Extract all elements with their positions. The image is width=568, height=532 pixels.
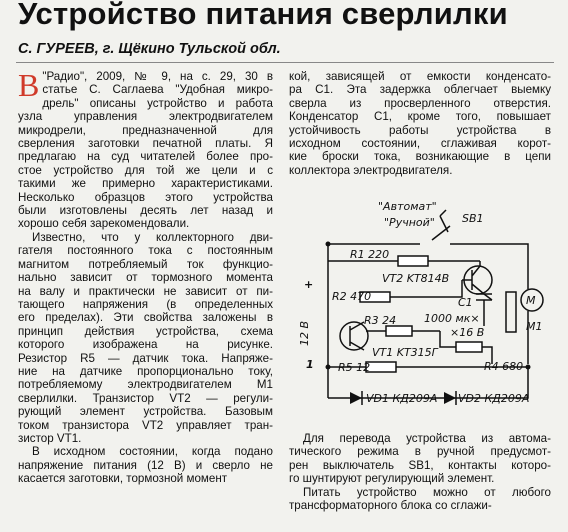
text-line: его пределах). Эти свойства заложены в xyxy=(18,311,273,325)
text-line: трансформаторного блока со сглажи- xyxy=(289,499,492,513)
r1-resistor xyxy=(398,256,428,266)
text-line: Известно, что у коллекторного дви- xyxy=(32,230,273,244)
text-line: устойчивость работы устройства в xyxy=(289,123,551,137)
left-column xyxy=(18,67,273,486)
c1-voltage: ×16 В xyxy=(450,326,485,339)
title-divider xyxy=(16,62,554,63)
text-line: такими же примерно характеристиками. xyxy=(18,177,273,191)
vt1-transistor xyxy=(340,322,368,350)
text-line: сверла из просверленного отверстия. xyxy=(289,96,551,110)
r4-label: R4 680 xyxy=(484,360,524,373)
text-line: током транзистора VT2 управляет тран- xyxy=(18,418,273,432)
text-line: рен выключатель SB1, контакты которо- xyxy=(289,458,551,472)
vt2-label: VT2 KT814B xyxy=(382,272,450,285)
node-bottom-left xyxy=(326,365,331,370)
text-line: го шунтируют регулирующий элемент. xyxy=(289,472,495,486)
dropcap-letter: В xyxy=(18,67,40,103)
text-line: Для перевода устройства из автома- xyxy=(303,432,551,445)
vd2-label: VD2 КД209А xyxy=(458,392,530,405)
m1-label: M1 xyxy=(526,320,543,333)
r3-label: R3 24 xyxy=(364,314,397,327)
c1-label: C1 xyxy=(458,296,473,309)
vd2-diode xyxy=(444,392,456,404)
text-line: которого изображена на рисунке. xyxy=(18,338,273,352)
text-line: нально зависит от тормозного момента xyxy=(18,271,273,285)
node-bottom-right xyxy=(526,365,531,370)
text-line: коллектора электродвигателя. xyxy=(289,163,453,177)
sb1-actuator xyxy=(440,210,448,232)
text-line: потребляемому электродвигателем M1 xyxy=(18,378,273,392)
text-line: тающего напряжения (в определенных xyxy=(18,297,273,311)
text-line: были изготовлены десять лет назад и xyxy=(18,204,273,218)
switch-label-manual: "Ручной" xyxy=(384,216,435,229)
text-line: тического режима в ручной предусмот- xyxy=(289,445,551,459)
switch-label-auto: "Автомат" xyxy=(378,200,437,213)
supply-voltage: 12 В xyxy=(298,320,311,346)
motor-body xyxy=(506,292,516,332)
text-line: Резистор R5 — датчик тока. Напряже- xyxy=(18,351,273,365)
text-line: узла управления электродвигателем xyxy=(18,110,273,124)
r1-label: R1 220 xyxy=(350,248,390,261)
text-line: рующий элемент устройства. Базовым xyxy=(18,405,273,419)
text-line: предлагаю на суд читателей более про- xyxy=(18,150,273,164)
text-line: сверлилки. Транзистор VT2 — регули- xyxy=(18,391,273,405)
motor-symbol: M xyxy=(526,294,536,307)
vt1-leads xyxy=(350,322,364,350)
r5-label: R5 12 xyxy=(338,361,371,374)
sb1-label: SB1 xyxy=(462,212,484,225)
article-byline: С. ГУРЕЕВ, г. Щёкино Тульской обл. xyxy=(18,41,281,57)
text-line: стое устройство для той же цели и с xyxy=(18,163,273,177)
article-title: Устройство питания сверлилки xyxy=(18,0,508,31)
text-line: ра C1. Эта задержка облегчает выемку xyxy=(289,83,551,97)
plus-terminal: + xyxy=(304,278,314,291)
text-line: В исходном состоянии, когда подано xyxy=(32,445,273,459)
text-line: Питать устройство можно от любого xyxy=(303,485,551,499)
text-line: статье С. Саглаева "Удобная микро- xyxy=(42,83,273,97)
text-line: магнитом потребляемый ток функцио- xyxy=(18,257,273,271)
circuit-schematic xyxy=(280,196,562,428)
r2-label: R2 470 xyxy=(332,290,372,303)
text-line: "Радио", 2009, № 9, на с. 29, 30 в xyxy=(42,70,273,83)
r4-resistor xyxy=(456,342,482,352)
text-line: дрель" описаны устройство и работа xyxy=(42,96,273,110)
text-line: ние на датчике пропорционально току, xyxy=(18,364,273,378)
text-line: зистор VT1. xyxy=(18,431,82,445)
text-line: кой, зависящей от емкости конденсато- xyxy=(289,70,551,83)
c1-value: 1000 мк× xyxy=(424,312,480,325)
text-line: кие броски тока, возникающие в цепи xyxy=(289,150,551,164)
r3-resistor xyxy=(386,326,412,336)
text-line: хорошо себя зарекомендовали. xyxy=(18,217,190,231)
text-line: микродрели, предназначенной для xyxy=(18,123,273,137)
text-line: гателя постоянного тока с постоянным xyxy=(18,244,273,258)
text-line: принцип действия устройства, схема xyxy=(18,324,273,338)
r5-resistor xyxy=(366,362,396,372)
text-line: касается заготовки, тормозной момент xyxy=(18,472,228,486)
minus-terminal: 1 xyxy=(306,358,314,371)
vd1-label: VD1 КД209А xyxy=(366,392,438,405)
vd1-diode xyxy=(350,392,362,404)
text-line: сверления заготовки печатной платы. Я xyxy=(18,137,273,151)
text-line: Конденсатор C1, кроме того, повышает xyxy=(289,110,551,124)
vt1-label: VT1 KT315Г xyxy=(372,346,438,359)
text-line: напряжение питания (12 В) и сверло не xyxy=(18,458,273,472)
text-line: исходном состоянии, сглаживая корот- xyxy=(289,137,551,151)
right-column-bottom xyxy=(289,432,551,512)
text-line: на валу и практически не зависит от пи- xyxy=(18,284,273,298)
text-line: Несколько образцов этого устройства xyxy=(18,190,273,204)
right-column-top xyxy=(289,70,551,177)
